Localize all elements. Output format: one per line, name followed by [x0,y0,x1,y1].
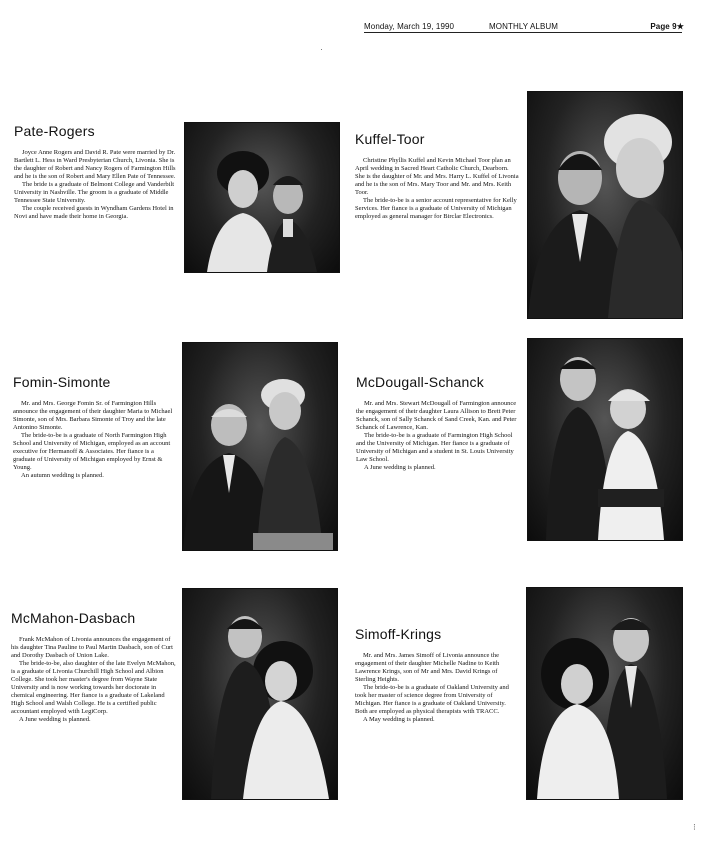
announcement-pate-rogers [14,123,176,221]
announcement-simoff-krings [355,626,519,724]
paragraph: Mr. and Mrs. James Simoff of Livonia announce the engagement of their daughter Michelle Nadine to Keith Lawrence Krings, son of Mr and Mrs. David Krings of Sterling Heights. [355,652,500,683]
announcement-body [11,636,177,724]
paragraph: The bride-to-be is a graduate of Farmington High School and the University of Michigan. Her fiance is a graduate of University of Michigan and a student in St. Louis University Law School. [356,432,514,463]
announcement-body [355,157,519,221]
paragraph: An autumn wedding is planned. [21,472,104,479]
paragraph: A June wedding is planned. [19,716,91,723]
paragraph: Christine Phyllis Kuffel and Kevin Michael Toor plan an April wedding in Sacred Heart Catholic Church, Dearborn. She is the daughter of Mr. and Mrs. Harry L. Kuffel of Livonia and he is the son of Mrs. Mary Toor and Mr. and Mrs. Keith Toor. [355,157,519,196]
header-page-number: Page 9★ [650,22,684,31]
announcement-body [14,149,176,221]
announcement-body [355,652,519,724]
announcement-title: Pate-Rogers [14,123,95,139]
announcement-title: Simoff-Krings [355,626,442,642]
announcement-title: Kuffel-Toor [355,131,425,147]
header-section: MONTHLY ALBUM [489,22,559,31]
couple-photo-mcmahon-dasbach [182,588,338,800]
couple-photo-fomin-simonte [182,342,338,551]
announcement-title: McDougall-Schanck [356,374,484,390]
paragraph: The bride-to-be is a graduate of North Farmington High School and University of Michigan, employed as an account executive for Hermanoff & Associates. Her fiance is a graduate of University of Michigan employed by Ernst & Young. [13,432,171,471]
margin-dot: · [320,44,323,54]
paragraph: A June wedding is planned. [364,464,436,471]
paragraph: The bride-to-be is a senior account representative for Kelly Services. Her fiance is a graduate of University of Michigan employed as general manager for Birclar Electronics. [355,197,517,220]
announcement-mcdougall-schanck [356,374,520,472]
paragraph: Mr. and Mrs. Stewart McDougall of Farmington announce the engagement of their daughter Laura Allison to Brett Peter Schanck, son of Sally Schanck of Sand Creek, Kan. and Peter Schanck of Lawrence, Kan. [356,400,517,431]
paragraph: Joyce Anne Rogers and David R. Pate were married by Dr. Bartlett L. Hess in Ward Presbyterian Church, Livonia. She is the daughter of Robert and Nancy Rogers of Farmington Hills and he is the son of Robert and Mary Ellen Pate of Tennessee. [14,149,176,180]
announcement-kuffel-toor [355,131,519,221]
header-rule [364,32,682,33]
announcement-body [356,400,520,472]
paragraph: A May wedding is planned. [363,716,435,723]
paragraph: The bride-to-be is a graduate of Oakland University and took her master of science degree from University of Michigan. Her fiance is a graduate of Oakland University. Both are employed as physical therapists with TRACC. [355,684,509,715]
paragraph: Frank McMahon of Livonia announces the engagement of his daughter Tina Pauline to Paul Martin Dasbach, son of Curt and Dorothy Dasbach of Union Lake. [11,636,173,659]
margin-tick: ⁝ [693,822,696,832]
page-header [364,22,684,36]
paragraph: The couple received guests in Wyndham Gardens Hotel in Novi and have made their home in Georgia. [14,205,174,220]
announcement-title: McMahon-Dasbach [11,610,136,626]
announcement-mcmahon-dasbach [11,610,177,724]
couple-photo-pate-rogers [184,122,340,273]
paragraph: The bride is a graduate of Belmont College and Vanderbilt University in Nashville. The groom is a graduate of Middle Tennessee State University. [14,181,175,204]
announcement-fomin-simonte [13,374,175,480]
couple-photo-kuffel-toor [527,91,683,319]
announcement-body [13,400,175,480]
paragraph: Mr. and Mrs. George Fomin Sr. of Farmington Hills announce the engagement of their daughter Maria to Michael Simonte, son of Mrs. Barbara Simonte of Troy and the late Antonino Simonte. [13,400,173,431]
couple-photo-mcdougall-schanck [527,338,683,541]
couple-photo-simoff-krings [526,587,683,800]
paragraph: The bride-to-be, also daughter of the late Evelyn McMahon, is a graduate of Livonia Churchill High School and Albion College. She took her master's degree from Wayne State University and is now working towards her doctorate in chemical engineering. Her fiance is a graduate of Lakeland High School and Walsh College. He is a certified public accountant employed with LegiCorp. [11,660,176,715]
announcement-title: Fomin-Simonte [13,374,111,390]
header-date: Monday, March 19, 1990 [364,22,455,31]
